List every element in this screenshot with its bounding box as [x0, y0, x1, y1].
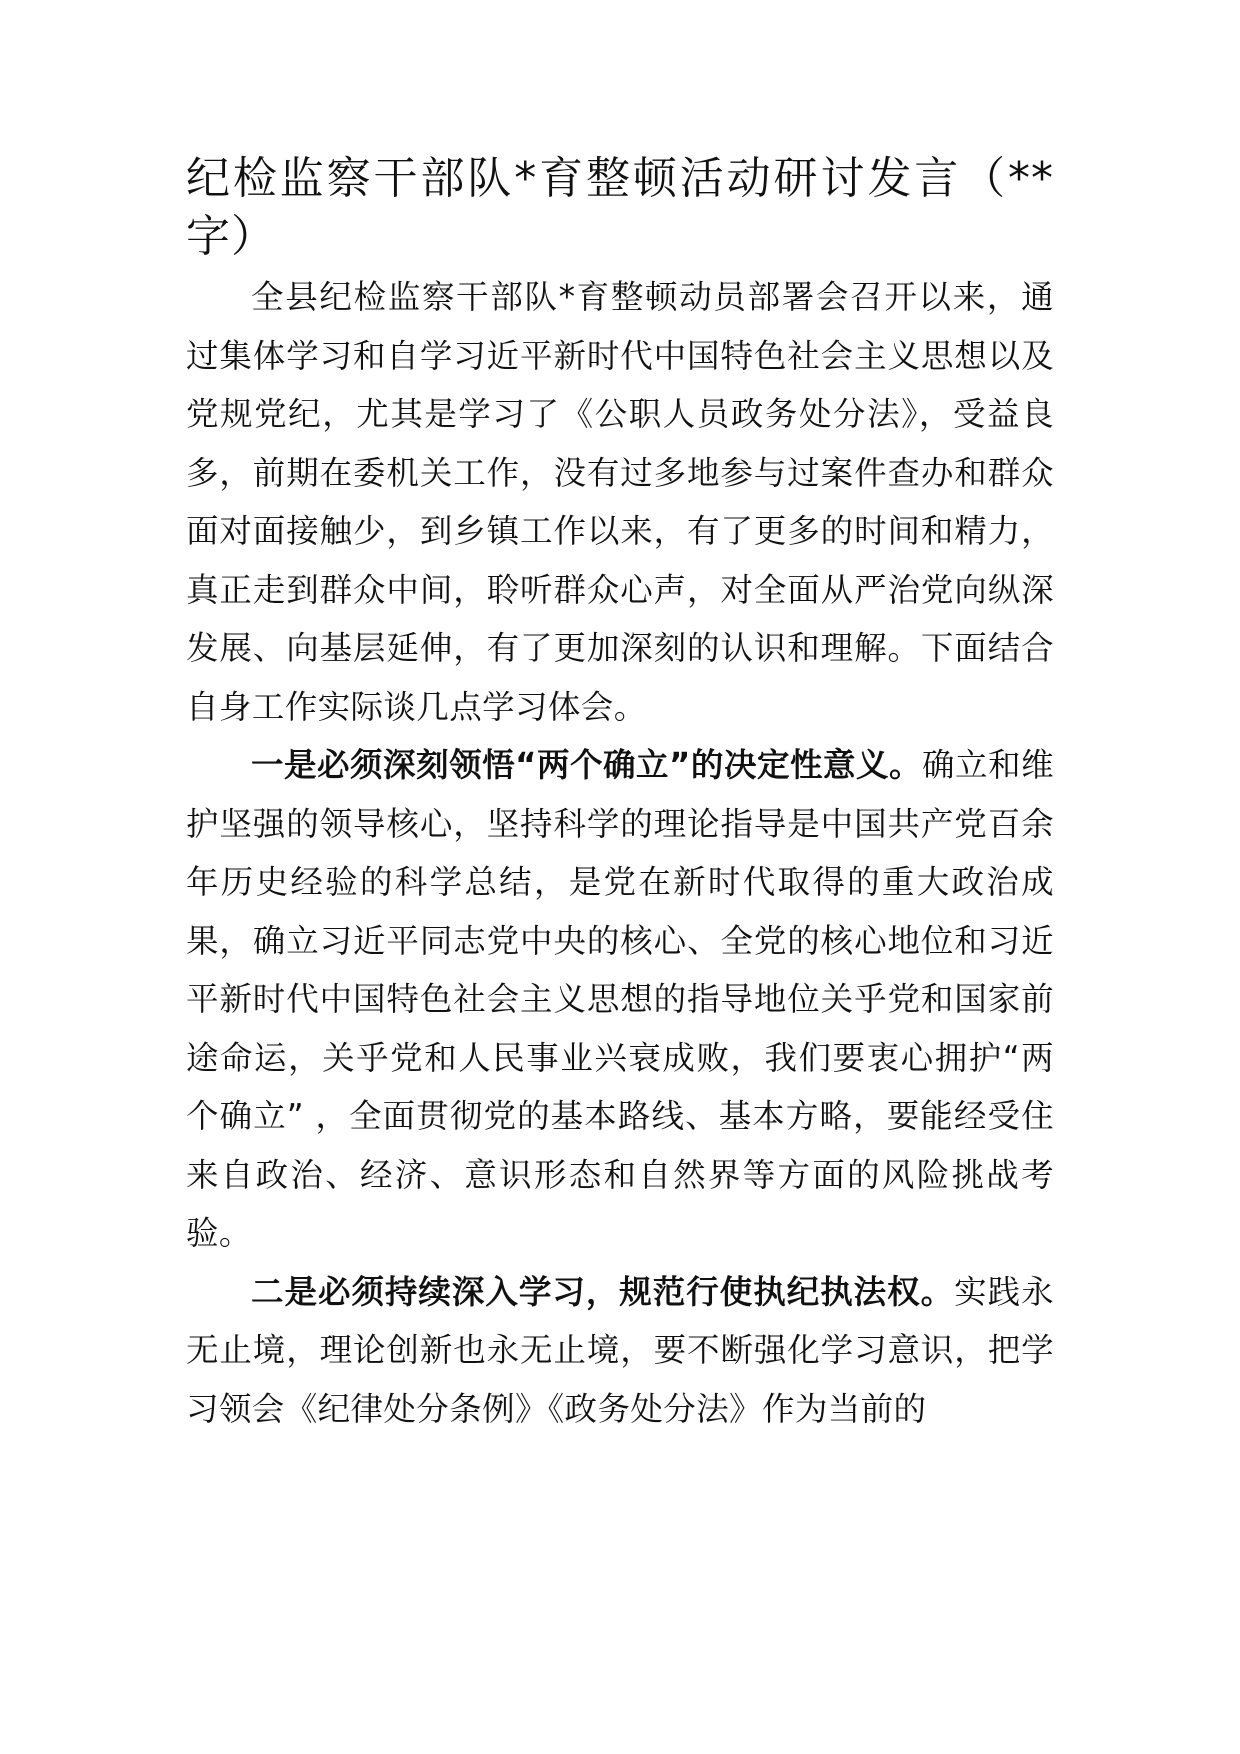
paragraph-text: 实践永无止境，理论创新也永无止境，要不断强化学习意识，把学习领会《纪律处分条例》《政务处分法》作为当前的	[186, 1272, 1055, 1428]
paragraph-lead: 二是必须持续深入学习，规范行使执纪执法权。	[251, 1272, 955, 1311]
paragraph-lead: 一是必须深刻领悟“两个确立”的决定性意义。	[251, 746, 923, 784]
paragraph-point-two	[186, 1263, 1054, 1439]
document-page	[186, 150, 1054, 1438]
document-title: 纪检监察干部队*育整顿活动研讨发言（**字）	[186, 153, 1054, 262]
paragraph-intro	[186, 268, 1054, 736]
paragraph-text: 全县纪检监察干部队*育整顿动员部署会召开以来，通过集体学习和自学习近平新时代中国特色社会主义思想以及党规党纪，尤其是学习了《公职人员政务处分法》，受益良多，前期在委机关工作，没有过多地参与过案件查办和群众面对面接触少，到乡镇工作以来，有了更多的时间和精力，真正走到群众中间，聆听群众心声，对全面从严治党向纵深发展、向基层延伸，有了更加深刻的认识和理解。下面结合自身工作实际谈几点学习体会。	[186, 278, 1054, 726]
paragraph-text: 确立和维护坚强的领导核心，坚持科学的理论指导是中国共产党百余年历史经验的科学总结，是党在新时代取得的重大政治成果，确立习近平同志党中央的核心、全党的核心地位和习近平新时代中国特色社会主义思想的指导地位关乎党和国家前途命运，关乎党和人民事业兴衰成败，我们要衷心拥护“两个确立” ，全面贯彻党的基本路线、基本方略，要能经受住来自政治、经济、意识形态和自然界等方面的风险挑战考验。	[186, 746, 1054, 1252]
paragraph-point-one	[186, 736, 1054, 1263]
